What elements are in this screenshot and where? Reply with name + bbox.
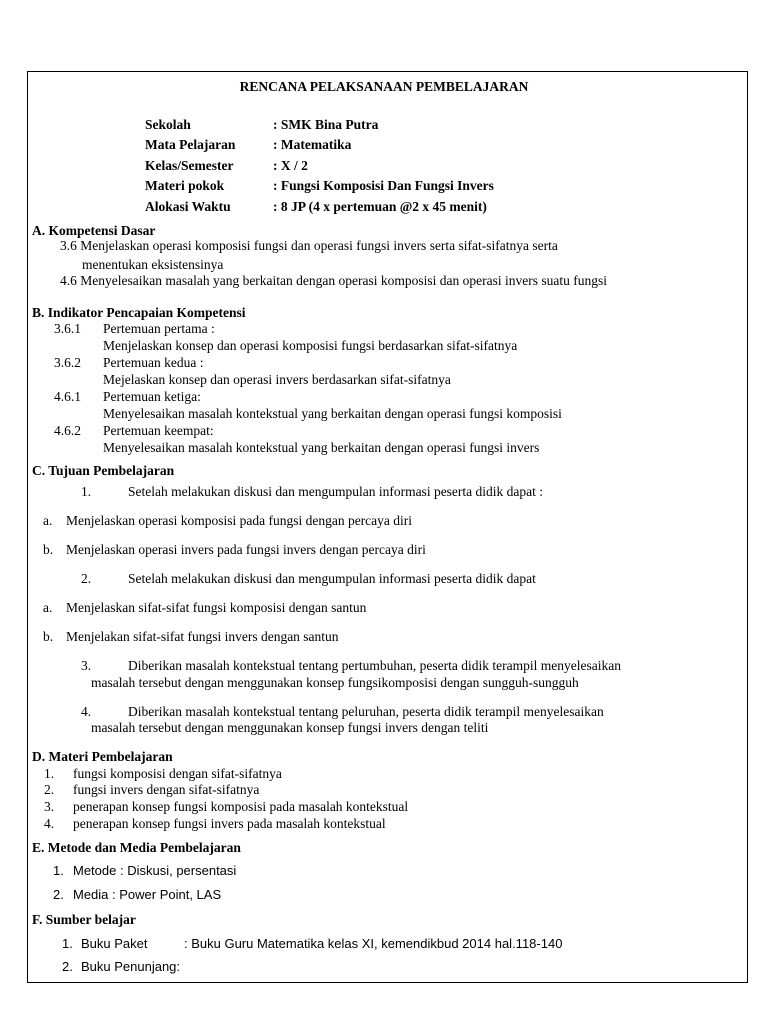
indikator-code: 3.6.2 (54, 355, 81, 370)
goal-sub-text: Menjelaskan sifat-sifat fungsi komposisi dengan santun (66, 600, 367, 615)
goal-sub-text: Menjelaskan operasi komposisi pada fungsi dengan percaya diri (66, 513, 413, 528)
goal-number: 2. (81, 571, 92, 586)
media-text: Media : Power Point, LAS (73, 887, 222, 902)
metode-number: 1. (53, 863, 64, 878)
identity-value-topic: : Fungsi Komposisi Dan Fungsi Invers (273, 178, 494, 193)
identity-value-subject: : Matematika (273, 137, 352, 152)
sumber-value: : Buku Guru Matematika kelas XI, kemendikbud 2014 hal.118-140 (184, 936, 563, 951)
goal-number: 1. (81, 484, 92, 499)
indikator-desc: Menjelaskan konsep dan operasi komposisi fungsi berdasarkan sifat-sifatnya (103, 338, 518, 353)
goal-sub-letter: a. (43, 600, 53, 615)
goal-sub-text: Menjelakan sifat-sifat fungsi invers dengan santun (66, 629, 339, 644)
indikator-desc: Menyelesaikan masalah kontekstual yang berkaitan dengan operasi fungsi komposisi (103, 406, 562, 421)
kd-item-2: 4.6 Menyelesaikan masalah yang berkaitan dengan operasi komposisi dan operasi invers suatu fungsi (60, 273, 607, 288)
kd-item-1-line2: menentukan eksistensinya (82, 257, 224, 272)
materi-text: fungsi invers dengan sifat-sifatnya (73, 782, 260, 797)
identity-value-class: : X / 2 (273, 158, 308, 173)
sumber-number: 2. (62, 959, 73, 974)
identity-label-school: Sekolah (145, 117, 191, 132)
section-a-heading: A. Kompetensi Dasar (32, 223, 156, 238)
kd-item-1-line1: 3.6 Menjelaskan operasi komposisi fungsi dan operasi fungsi invers serta sifat-sifatnya serta (60, 238, 558, 253)
indikator-label: Pertemuan ketiga: (103, 389, 201, 404)
goal-sub-letter: b. (43, 629, 54, 644)
goal-text-line1: Diberikan masalah kontekstual tentang peluruhan, peserta didik terampil menyelesaikan (128, 704, 604, 719)
materi-number: 1. (44, 766, 55, 781)
goal-text-line2: masalah tersebut dengan menggunakan konsep fungsikomposisi dengan sungguh-sungguh (91, 675, 579, 690)
materi-text: penerapan konsep fungsi invers pada masalah kontekstual (73, 816, 386, 831)
goal-number: 4. (81, 704, 92, 719)
materi-number: 4. (44, 816, 55, 831)
identity-value-time: : 8 JP (4 x pertemuan @2 x 45 menit) (273, 199, 487, 214)
goal-text-line2: masalah tersebut dengan menggunakan konsep fungsi invers dengan teliti (91, 720, 489, 735)
goal-text-line1: Diberikan masalah kontekstual tentang pertumbuhan, peserta didik terampil menyelesaikan (128, 658, 621, 673)
media-number: 2. (53, 887, 64, 902)
sumber-number: 1. (62, 936, 73, 951)
materi-text: penerapan konsep fungsi komposisi pada masalah kontekstual (73, 799, 409, 814)
indikator-code: 4.6.1 (54, 389, 81, 404)
indikator-label: Pertemuan kedua : (103, 355, 204, 370)
goal-text: Setelah melakukan diskusi dan mengumpulan informasi peserta didik dapat : (128, 484, 544, 499)
materi-number: 3. (44, 799, 55, 814)
goal-sub-text: Menjelaskan operasi invers pada fungsi invers dengan percaya diri (66, 542, 426, 557)
goal-sub-letter: b. (43, 542, 54, 557)
goal-sub-letter: a. (43, 513, 53, 528)
identity-value-school: : SMK Bina Putra (273, 117, 379, 132)
section-b-heading: B. Indikator Pencapaian Kompetensi (32, 305, 246, 320)
section-f-heading: F. Sumber belajar (32, 912, 136, 927)
identity-label-class: Kelas/Semester (145, 158, 234, 173)
indikator-code: 4.6.2 (54, 423, 81, 438)
goal-text: Setelah melakukan diskusi dan mengumpulan informasi peserta didik dapat (128, 571, 536, 586)
materi-text: fungsi komposisi dengan sifat-sifatnya (73, 766, 282, 781)
identity-label-subject: Mata Pelajaran (145, 137, 236, 152)
identity-label-topic: Materi pokok (145, 178, 225, 193)
sumber-label: Buku Paket (81, 936, 148, 951)
section-e-heading: E. Metode dan Media Pembelajaran (32, 840, 241, 855)
indikator-desc: Menyelesaikan masalah kontekstual yang berkaitan dengan operasi fungsi invers (103, 440, 540, 455)
sumber-label: Buku Penunjang: (81, 959, 181, 974)
indikator-desc: Mejelaskan konsep dan operasi invers berdasarkan sifat-sifatnya (103, 372, 451, 387)
indikator-label: Pertemuan pertama : (103, 321, 215, 336)
indikator-label: Pertemuan keempat: (103, 423, 214, 438)
section-c-heading: C. Tujuan Pembelajaran (32, 463, 175, 478)
materi-number: 2. (44, 782, 55, 797)
goal-number: 3. (81, 658, 92, 673)
indikator-code: 3.6.1 (54, 321, 81, 336)
identity-label-time: Alokasi Waktu (145, 199, 231, 214)
document-title: RENCANA PELAKSANAAN PEMBELAJARAN (239, 79, 529, 94)
section-d-heading: D. Materi Pembelajaran (32, 749, 173, 764)
metode-text: Metode : Diskusi, persentasi (73, 863, 237, 878)
